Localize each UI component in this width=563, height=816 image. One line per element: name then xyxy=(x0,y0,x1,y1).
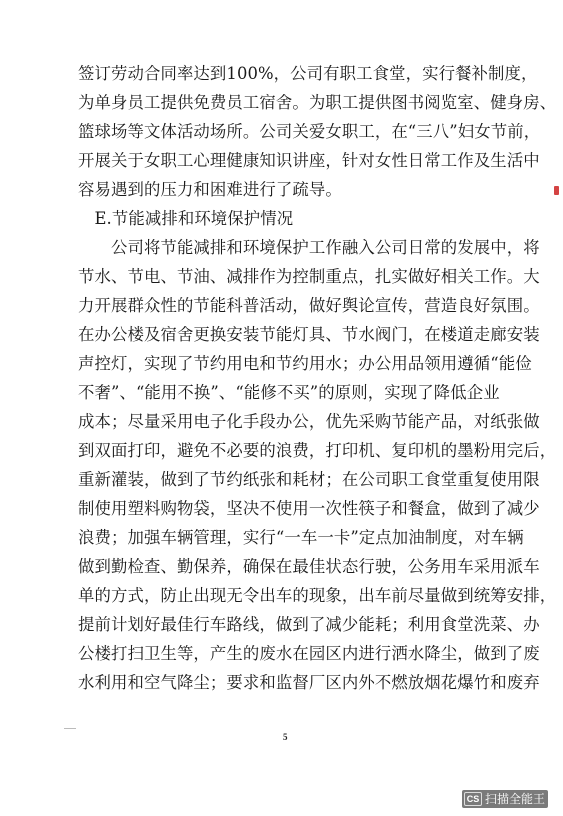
text-line: 到双面打印，避免不必要的浪费，打印机、复印机的墨粉用完后， xyxy=(78,441,557,460)
text-line: 公楼打扫卫生等，产生的废水在园区内进行洒水降尘，做到了废 xyxy=(78,644,540,663)
text-line: 不奢”、“能用不换”、“能修不买”的原则，实现了降低企业 xyxy=(78,383,500,402)
text-line: 篮球场等文体活动场所。公司关爱女职工，在“三八”妇女节前， xyxy=(78,122,541,141)
text-line: 单的方式，防止出现无令出车的现象，出车前尽量做到统筹安排， xyxy=(78,586,557,605)
text-line: 力开展群众性的节能科普活动，做好舆论宣传，营造良好氛围。 xyxy=(78,296,540,315)
text-line: 节水、节电、节油、减排作为控制重点，扎实做好相关工作。大 xyxy=(78,267,540,286)
text-line: 公司将节能减排和环境保护工作融入公司日常的发展中，将 xyxy=(78,238,540,257)
text-line: 签订劳动合同率达到100%，公司有职工食堂，实行餐补制度， xyxy=(78,64,538,83)
watermark-label: 扫描全能王 xyxy=(485,792,546,806)
scanner-watermark xyxy=(462,790,548,808)
text-line: 为单身员工提供免费员工宿舍。为职工提供图书阅览室、健身房、 xyxy=(78,93,557,112)
text-line: 成本；尽量采用电子化手段办公，优先采购节能产品，对纸张做 xyxy=(78,412,540,431)
text-line: 容易遇到的压力和困难进行了疏导。 xyxy=(78,180,342,199)
text-line: 声控灯，实现了节约用电和节约用水；办公用品领用遵循“能俭 xyxy=(78,354,532,373)
text-line: 制使用塑料购物袋，坚决不使用一次性筷子和餐盒，做到了减少 xyxy=(78,499,540,518)
text-line: 重新灌装，做到了节约纸张和耗材；在公司职工食堂重复使用限 xyxy=(78,470,540,489)
section-heading: E.节能减排和环境保护情况 xyxy=(78,209,294,228)
text-line: 做到勤检查、勤保养，确保在最佳状态行驶，公务用车采用派车 xyxy=(78,557,540,576)
edge-mark xyxy=(554,186,559,195)
scan-artifact xyxy=(64,728,76,729)
page-number: 5 xyxy=(283,732,288,742)
camscanner-logo-icon: CS xyxy=(464,792,482,806)
text-line: 在办公楼及宿舍更换安装节能灯具、节水阀门，在楼道走廊安装 xyxy=(78,325,540,344)
text-line: 开展关于女职工心理健康知识讲座，针对女性日常工作及生活中 xyxy=(78,151,540,170)
text-line: 浪费；加强车辆管理，实行“一车一卡”定点加油制度，对车辆 xyxy=(78,528,524,547)
text-line: 水利用和空气降尘；要求和监督厂区内外不燃放烟花爆竹和废弃 xyxy=(78,673,540,692)
text-line: 提前计划好最佳行车路线，做到了减少能耗；利用食堂洗菜、办 xyxy=(78,615,540,634)
